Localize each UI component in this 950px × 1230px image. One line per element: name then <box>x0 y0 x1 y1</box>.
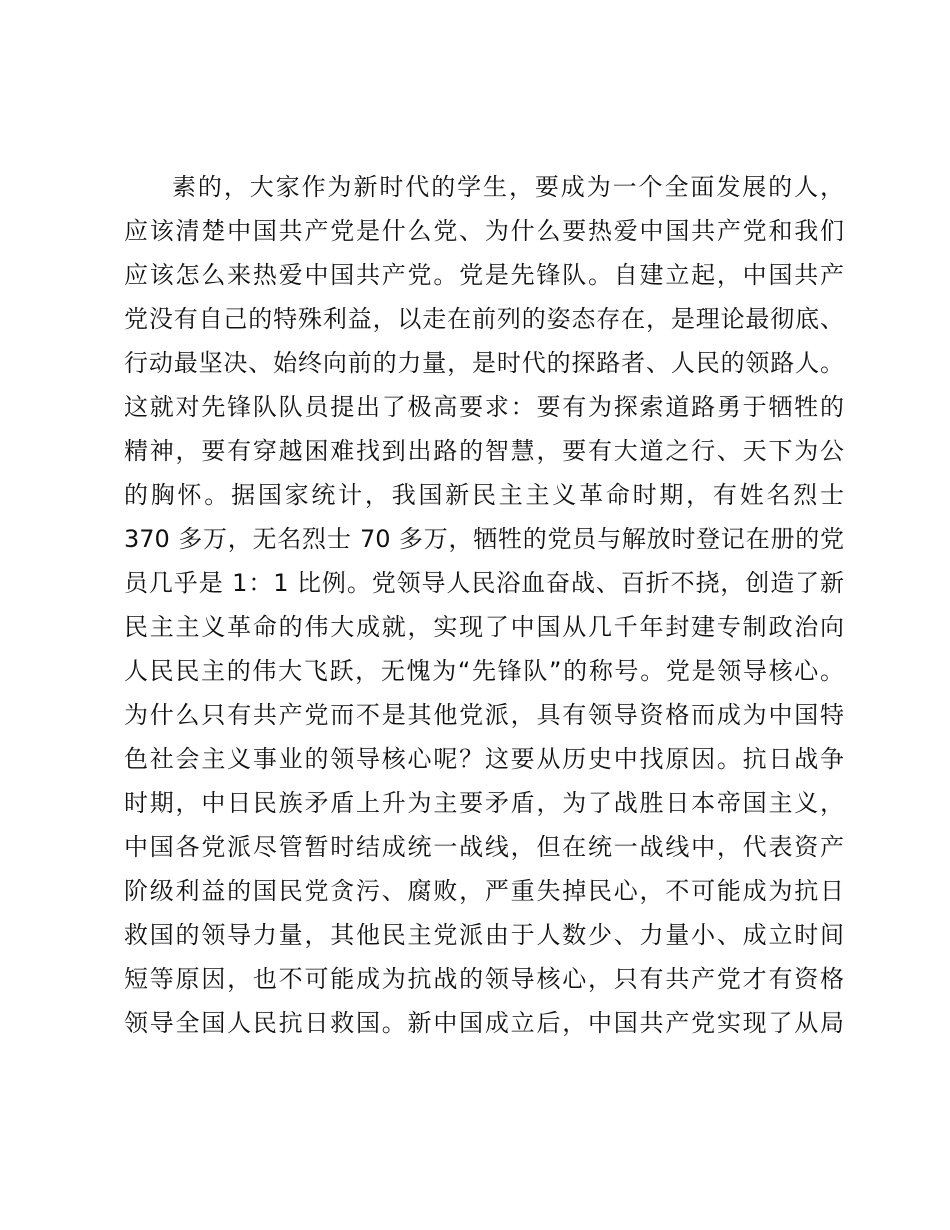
text-line: 中国各党派尽管暂时结成统一战线，但在统一战线中，代表资产 <box>124 833 844 861</box>
text-line: 阶级利益的国民党贪污、腐败，严重失掉民心，不可能成为抗日 <box>124 877 844 905</box>
text-line: 色社会主义事业的领导核心呢？这要从历史中找原因。抗日战争 <box>124 745 844 773</box>
body-paragraph <box>124 165 844 1045</box>
text-line: 党没有自己的特殊利益，以走在前列的姿态存在，是理论最彻底、 <box>124 305 844 333</box>
text-line: 的胸怀。据国家统计，我国新民主主义革命时期，有姓名烈士 <box>124 481 844 509</box>
text-line: 这就对先锋队队员提出了极高要求：要有为探索道路勇于牺牲的 <box>124 393 844 421</box>
text-line: 素的，大家作为新时代的学生，要成为一个全面发展的人， <box>172 173 844 201</box>
text-line: 领导全国人民抗日救国。新中国成立后，中国共产党实现了从局 <box>124 1009 844 1037</box>
text-line: 应该怎么来热爱中国共产党。党是先锋队。自建立起，中国共产 <box>124 261 844 289</box>
text-line: 民主主义革命的伟大成就，实现了中国从几千年封建专制政治向 <box>124 613 844 641</box>
text-line: 370 多万，无名烈士 70 多万，牺牲的党员与解放时登记在册的党 <box>124 525 844 553</box>
text-line: 员几乎是 1：1 比例。党领导人民浴血奋战、百折不挠，创造了新 <box>124 569 844 597</box>
text-line: 行动最坚决、始终向前的力量，是时代的探路者、人民的领路人。 <box>124 349 844 377</box>
text-line: 人民民主的伟大飞跃，无愧为“先锋队”的称号。党是领导核心。 <box>124 657 844 685</box>
text-line: 精神，要有穿越困难找到出路的智慧，要有大道之行、天下为公 <box>124 437 844 465</box>
text-line: 救国的领导力量，其他民主党派由于人数少、力量小、成立时间 <box>124 921 844 949</box>
text-line: 应该清楚中国共产党是什么党、为什么要热爱中国共产党和我们 <box>124 217 844 245</box>
text-line: 短等原因，也不可能成为抗战的领导核心，只有共产党才有资格 <box>124 965 844 993</box>
text-line: 时期，中日民族矛盾上升为主要矛盾，为了战胜日本帝国主义， <box>124 789 844 817</box>
text-line: 为什么只有共产党而不是其他党派，具有领导资格而成为中国特 <box>124 701 844 729</box>
